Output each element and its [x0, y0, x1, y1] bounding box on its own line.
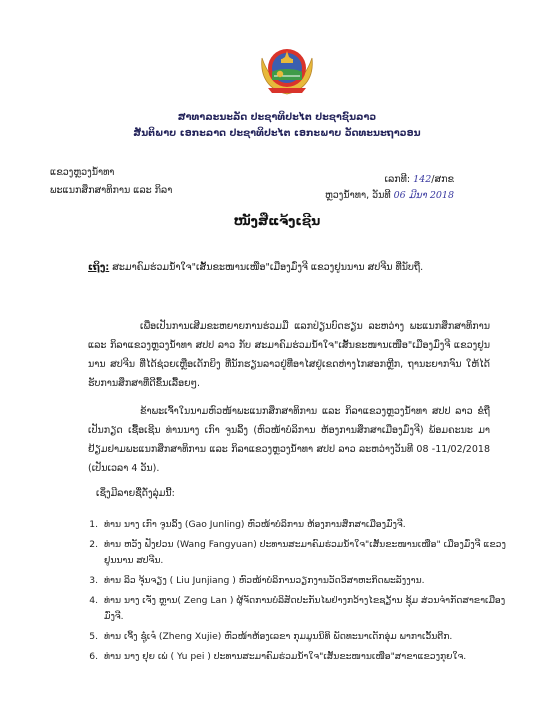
list-item-text: ທ່ານ ເຈິ້ງ ຊູ໋ເຈ໋ (Zheng Xujie) ຫົວໜ້າຫ້ອງເລຂາ ກຸມມູນນິທິ ພັດທະນາເດັກອຸ່ມ ພາກາເວັ້ນຕີກ.	[104, 631, 453, 642]
document-title: ໜັງສືແຈ້ງເຊີນ	[233, 213, 321, 228]
list-item-number: 4.	[89, 595, 98, 606]
list-item	[76, 629, 516, 645]
list-item	[76, 517, 516, 533]
list-item-text: ທ່ານ ລິວ ຈຸ້ນຈຽງ ( Liu Junjiang ) ຫົວໜ້າບໍລິການວຽກງານວັດວິສາຫະກິດພະລັງງານ.	[104, 575, 425, 586]
list-item-text: ທ່ານ ຫວັງ ຟັງຢວນ (Wang Fangyuan) ປະທານສະມາຄົມຮ່ວມນໍ້າໃຈ"ເສັ້ນຂະໜານເໜືອ" ເມືອງມົ່ງຈີ ແຂວງຢູນນານ ສປຈີນ.	[104, 539, 506, 566]
member-list	[76, 517, 516, 669]
reference-block	[325, 172, 454, 204]
reference-number	[325, 172, 454, 188]
body-paragraph-1: ເພື່ອເປັນການເສີມຂະຫຍາຍການຮ່ວມມື ແລກປ່ຽນບົດຮຽນ ລະຫວ່າງ ພະແນກສຶກສາທິການ ແລະ ກິລາແຂວງຫຼວງນໍ້າທາ ສປປ ລາວ ກັບ ສະມາຄົມຮ່ວມນໍ້າໃຈ"ເສັ້ນຂະໜານເໜືອ"ເມືອງມົ່ງຈີ ແຂວງຢູນນານ ສປຈີນ ທີ່ໄດ້ຊ່ວຍເຫຼືອເດັກຍິງ ທີ່ນັກຮຽນລາວຢູ່ທີ່ອາໄສຢູ່ເຂດຫ່າງໄກສອກຫຼີກ, ຖານະຍາກຈົນ ໃຫ້ໄດ້ຮັບການສຶກສາທີ່ດີຂຶ້ນເລື້ອຍໆ.	[88, 321, 490, 389]
reference-number-value: 142	[413, 174, 432, 185]
reference-date-value: 06 ມີນາ 2018	[393, 190, 454, 201]
reference-date	[325, 188, 454, 204]
reference-date-label: ຫຼວງນໍ້າທາ, ວັນທີ	[324, 190, 391, 201]
list-item-number: 3.	[89, 575, 98, 586]
sender-province: ແຂວງຫຼວງນໍ້າທາ	[50, 167, 115, 178]
list-item	[76, 593, 516, 625]
list-item-text: ທ່ານ ນາງ ເກົາ ຈູນລິ້ງ (Gao Junling) ຫົວໜ້າບໍລິການ ຫ້ອງການສຶກສາເມືອງມົ່ງຈີ.	[104, 519, 406, 530]
list-item-number: 2.	[89, 539, 98, 550]
list-item-number: 6.	[89, 651, 98, 662]
sender-department: ພະແນກສຶກສາທິການ ແລະ ກິລາ	[50, 185, 173, 196]
reference-number-suffix: /ສກຂ	[431, 174, 454, 185]
list-item	[76, 649, 516, 665]
recipient-text: ສະມາຄົມຮ່ວມນໍ້າໃຈ"ເສັ້ນຂະໜານເໜືອ"ເມືອງມົ່ງຈີ ແຂວງຢູນນານ ສປຈີນ ທີ່ນັບຖື.	[112, 262, 424, 273]
recipient-line	[88, 259, 488, 277]
lao-national-emblem-icon	[256, 40, 318, 98]
body-paragraph-2: ຂ້າພະເຈົ້າໃນນາມຫົວໜ້າພະແນກສຶກສາທິການ ແລະ ກິລາແຂວງຫຼວງນໍ້າທາ ສປປ ລາວ ຂໍຖືເປັນກຽດ ເຊື້ອເຊີນ ທ່ານນາງ ເກົາ ຈູນລິ້ງ (ຫົວໜ້າບໍລິການ ຫ້ອງການສຶກສາເມືອງມົ່ງຈີ) ພ້ອມຄະນະ ມາຢ້ຽມຢາມພະແນກສຶກສາທິການ ແລະ ກິລາແຂວງຫຼວງນໍ້າທາ ສປປ ລາວ ລະຫວ່າງວັນທີ 08 -11/02/2018 (ເປັນເວລາ 4 ວັນ).	[88, 406, 490, 474]
list-item	[76, 537, 516, 569]
reference-number-label: ເລກທີ:	[384, 174, 411, 185]
sender-block	[50, 164, 172, 200]
list-item-text: ທ່ານ ນາງ ຢຸຍ ເພ່ ( Yu pei ) ປະທານສະມາຄົມຮ່ວມນໍ້າໃຈ"ເສັ້ນຂະໜານເໜືອ"ສາຂາແຂວງກຸຍໃຈ.	[104, 651, 467, 662]
list-item	[76, 573, 516, 589]
list-item-text: ທ່ານ ນາງ ເຈັ່ງ ຫຼານ( Zeng Lan ) ຜູ້ຈັດການບໍລິສັດປະກັນໄພຢ່າງກວ້າງໄຂຊຽ້ານ ຊຸ້ມ ສ່ວນຈຳກັດສາຂາເມືອງມົ່ງຈີ.	[104, 595, 506, 622]
list-item-number: 1.	[89, 519, 98, 530]
list-item-number: 5.	[89, 631, 98, 642]
country-name-heading: ສາທາລະນະລັດ ປະຊາທິປະໄຕ ປະຊາຊົນລາວ	[177, 112, 377, 123]
recipient-label: ເຖິງ:	[88, 262, 110, 273]
national-motto: ສັນຕິພາບ ເອກະລາດ ປະຊາທິປະໄຕ ເອກະພາບ ວັດທະນະຖາວອນ	[133, 128, 421, 139]
member-list-title: ເຊິ່ງມີລາຍຊື່ດັ່ງລຸ່ມນີ້:	[96, 488, 175, 499]
